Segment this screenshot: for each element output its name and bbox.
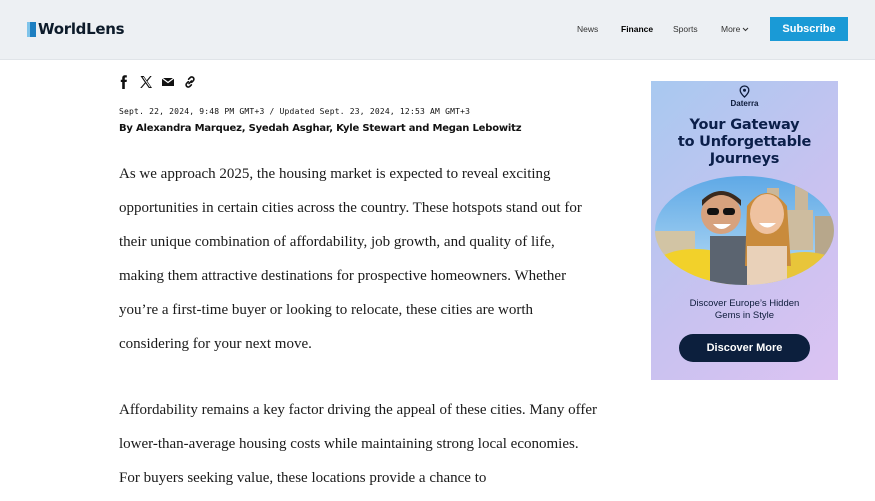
ad-headline-line: Your Gateway (689, 117, 800, 133)
subscribe-button[interactable]: Subscribe (770, 17, 848, 41)
ad-sub-line: Discover Europe’s Hidden (689, 298, 800, 309)
location-pin-icon (739, 85, 750, 98)
facebook-icon[interactable] (116, 74, 132, 90)
nav-more[interactable] (721, 24, 749, 34)
article-paragraph-2: Affordability remains a key factor driving the appeal of these cities. Many offer lower-than-average housing costs while maintaining strong local economies. For buyers seeking value, these locations provide a chance to (119, 402, 598, 486)
chevron-down-icon (742, 27, 749, 32)
mail-icon[interactable] (160, 74, 176, 90)
article-paragraph-1: As we approach 2025, the housing market is expected to reveal exciting opportunities in certain cities across the country. These hotspots stand out for their unique combination of affordability, job growth, and quality of life, making them attractive destinations for prospective homeowners. Whether you’re a first-time buyer or looking to relocate, these cities are worth considering for your next move. (119, 166, 582, 352)
link-icon[interactable] (182, 74, 198, 90)
ad-photo-couple-selfie (655, 176, 834, 285)
x-icon[interactable] (138, 74, 154, 90)
article-dateline: Sept. 22, 2024, 9:48 PM GMT+3 / Updated Sept. 23, 2024, 12:53 AM GMT+3 (119, 107, 471, 116)
site-logo[interactable] (27, 20, 124, 38)
ad-headline (651, 117, 838, 168)
ad-subheadline (651, 298, 838, 322)
ad-sub-line: Gems in Style (714, 310, 775, 321)
ad-headline-line: Journeys (709, 151, 780, 167)
ad-discover-more-button[interactable]: Discover More (679, 334, 810, 362)
article-byline: By Alexandra Marquez, Syedah Asghar, Kyle Stewart and Megan Lebowitz (119, 123, 522, 134)
nav-finance[interactable]: Finance (621, 24, 654, 34)
nav-news[interactable]: News (577, 24, 599, 34)
nav-sports[interactable]: Sports (673, 24, 698, 34)
ad-brand-name: Daterra (730, 99, 759, 108)
ad-headline-line: to Unforgettable (677, 134, 812, 150)
share-bar (116, 74, 198, 90)
brand-name: WorldLens (38, 20, 125, 38)
site-header (0, 0, 875, 60)
ad-brand (651, 85, 838, 108)
logo-mark-icon (27, 22, 36, 37)
nav-more-label: More (721, 24, 741, 34)
ad-banner[interactable] (651, 81, 838, 380)
